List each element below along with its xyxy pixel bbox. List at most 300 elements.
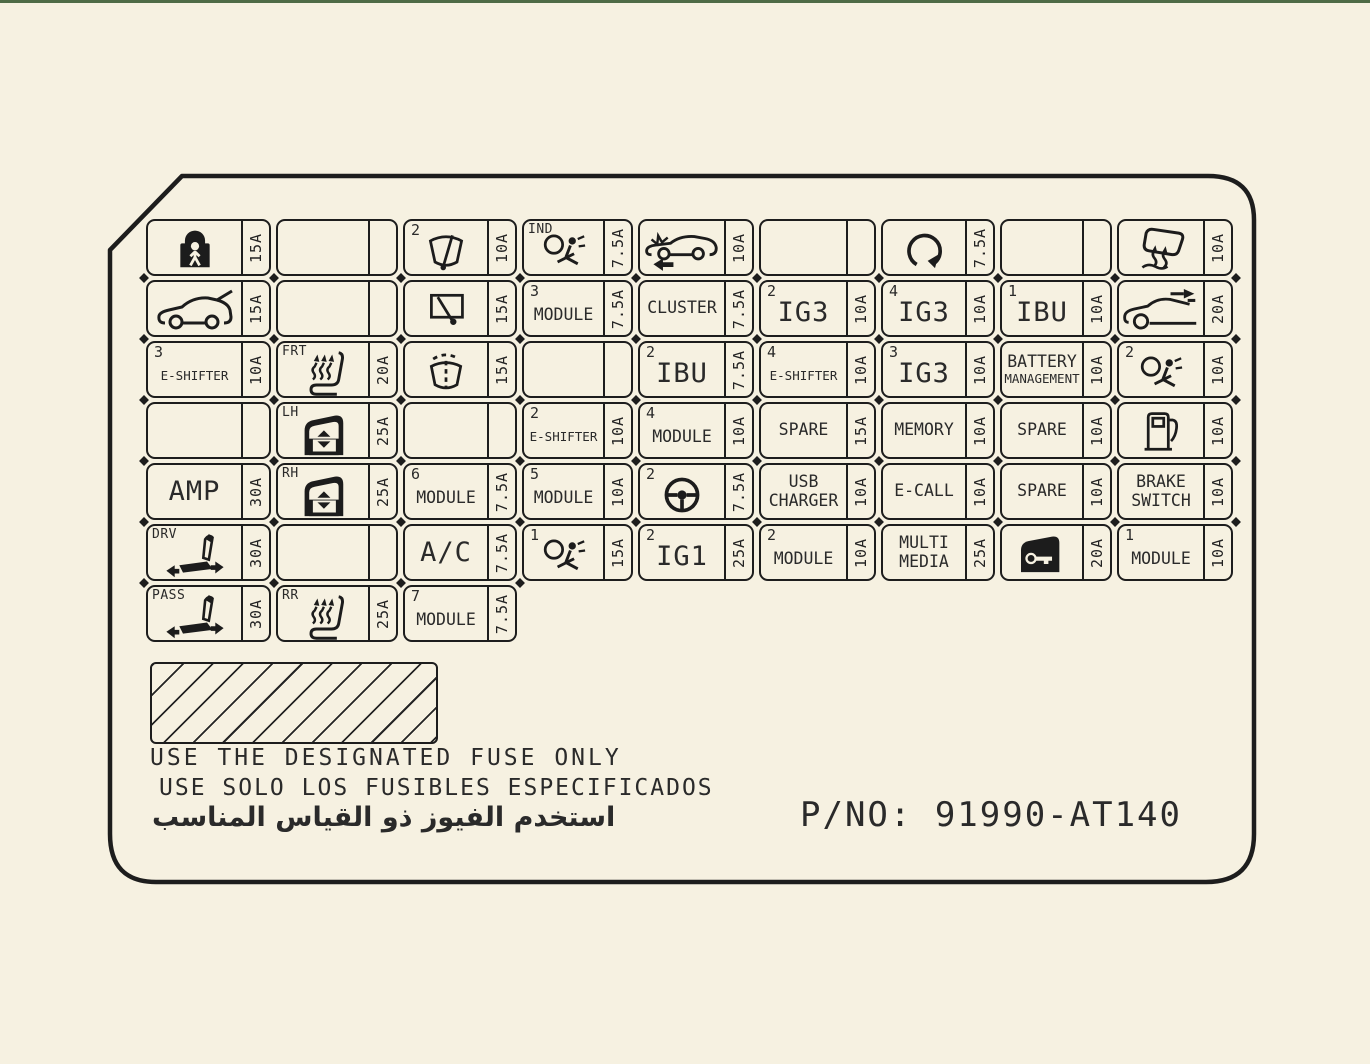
- fuse-label-area: [148, 526, 241, 579]
- amp-rating: 20A: [1088, 537, 1106, 568]
- fuse-name: MODULE: [652, 426, 712, 446]
- fuse-cell: [146, 402, 271, 459]
- fuse-name: IBU: [656, 358, 708, 389]
- junction-diamond: [396, 273, 406, 283]
- fuse-name: BATTERY MANAGEMENT: [1004, 351, 1080, 386]
- fuse-name: E-SHIFTER: [160, 367, 229, 383]
- amp-rating: 10A: [247, 354, 265, 385]
- amp-rating: 7.5A: [609, 227, 627, 268]
- fuse-cell: [1117, 463, 1233, 520]
- fuse-label-area: [883, 343, 965, 396]
- amp-strip: [846, 404, 874, 457]
- junction-diamond: [752, 273, 762, 283]
- fuse-name: MODULE: [1131, 548, 1191, 568]
- circuit-number: 2: [646, 465, 656, 483]
- fuse-label-area: [1002, 221, 1082, 274]
- fuse-cell: [403, 280, 517, 337]
- amp-rating: 10A: [1209, 537, 1227, 568]
- hatched-label-area: [150, 662, 438, 744]
- amp-strip: [1203, 526, 1231, 579]
- fuse-cell: [1117, 280, 1233, 337]
- amp-rating: 10A: [852, 354, 870, 385]
- fuse-label-area: [1002, 282, 1082, 335]
- fuse-label-area: [640, 465, 724, 518]
- amp-rating: 15A: [247, 232, 265, 263]
- junction-diamond: [396, 578, 406, 588]
- fuse-label-area: [278, 465, 368, 518]
- fuse-label-area: [148, 465, 241, 518]
- fuse-label-area: [148, 404, 241, 457]
- amp-strip: [724, 465, 752, 518]
- fuse-cell: [276, 280, 398, 337]
- amp-strip: [1082, 343, 1110, 396]
- fuse-name: MODULE: [773, 548, 834, 568]
- amp-rating: 25A: [971, 537, 989, 568]
- fuse-cell: [146, 524, 271, 581]
- junction-diamond: [1231, 334, 1241, 344]
- amp-strip: [603, 526, 631, 579]
- junction-diamond: [631, 456, 641, 466]
- amp-strip: [724, 282, 752, 335]
- fuse-label-area: [1119, 221, 1203, 274]
- junction-diamond: [631, 395, 641, 405]
- junction-diamond: [396, 395, 406, 405]
- circuit-number: 2: [1125, 343, 1135, 361]
- amp-rating: 7.5A: [971, 227, 989, 268]
- amp-strip: [965, 221, 993, 274]
- junction-diamond: [515, 578, 525, 588]
- fuse-label-area: [148, 282, 241, 335]
- fuse-label-area: [640, 526, 724, 579]
- amp-strip: [724, 221, 752, 274]
- amp-rating: 30A: [247, 598, 265, 629]
- corner-label: LH: [282, 405, 299, 420]
- fuse-cell: [881, 524, 995, 581]
- amp-rating: 10A: [1088, 415, 1106, 446]
- fuse-cell: [881, 280, 995, 337]
- junction-diamond: [269, 273, 279, 283]
- loop-arrow-icon: [902, 226, 946, 270]
- fuse-label-area: [405, 343, 487, 396]
- circuit-number: 2: [411, 221, 421, 239]
- amp-rating: 10A: [852, 293, 870, 324]
- amp-strip: [603, 404, 631, 457]
- fuse-label-area: [1119, 282, 1203, 335]
- junction-diamond: [515, 456, 525, 466]
- fuse-label-area: [405, 465, 487, 518]
- fuse-label-area: [278, 526, 368, 579]
- circuit-number: 2: [646, 526, 656, 544]
- junction-diamond: [139, 517, 149, 527]
- amp-strip: [487, 465, 515, 518]
- junction-diamond: [874, 395, 884, 405]
- fuse-cell: [522, 463, 633, 520]
- amp-strip: [1082, 282, 1110, 335]
- circuit-number: 1: [1125, 526, 1135, 544]
- junction-diamond: [269, 334, 279, 344]
- amp-rating: 7.5A: [730, 471, 748, 512]
- fuse-label-area: [278, 587, 368, 640]
- fuse-label-area: [148, 587, 241, 640]
- fuse-label-area: [405, 282, 487, 335]
- circuit-number: 3: [530, 282, 540, 300]
- circuit-number: 1: [530, 526, 540, 544]
- amp-rating: 7.5A: [493, 471, 511, 512]
- fuse-name: MODULE: [416, 609, 476, 629]
- fuse-name: MODULE: [533, 487, 594, 507]
- junction-diamond: [993, 334, 1003, 344]
- fuse-name: MODULE: [533, 304, 594, 324]
- fuse-cell: [276, 341, 398, 398]
- fuse-label-area: [1119, 465, 1203, 518]
- fuse-cell: [403, 219, 517, 276]
- corner-label: DRV: [152, 527, 177, 542]
- fuse-label-area: [148, 343, 241, 396]
- amp-strip: [487, 343, 515, 396]
- amp-strip: [241, 282, 269, 335]
- fuse-label-area: [883, 221, 965, 274]
- junction-diamond: [1231, 517, 1241, 527]
- amp-strip: [1082, 404, 1110, 457]
- fuse-label-area: [524, 221, 603, 274]
- amp-strip: [368, 282, 396, 335]
- tailgate-car-icon: [155, 287, 235, 331]
- fuse-cell: [1117, 341, 1233, 398]
- window-switch-icon: [299, 466, 347, 518]
- junction-diamond: [515, 517, 525, 527]
- fuse-label-area: [883, 465, 965, 518]
- amp-strip: [1203, 404, 1231, 457]
- amp-strip: [965, 465, 993, 518]
- amp-rating: 10A: [1088, 354, 1106, 385]
- fuse-name: IG1: [656, 541, 708, 572]
- fuse-cell: [522, 402, 633, 459]
- amp-strip: [368, 343, 396, 396]
- amp-strip: [368, 465, 396, 518]
- fuse-label-area: [278, 282, 368, 335]
- fuse-label-area: [524, 404, 603, 457]
- amp-rating: 15A: [493, 293, 511, 324]
- fuse-label-area: [1002, 404, 1082, 457]
- fuel-pump-icon: [1140, 409, 1182, 453]
- fuse-cell: [1000, 524, 1112, 581]
- fuse-label-area: [761, 404, 846, 457]
- junction-diamond: [139, 456, 149, 466]
- fuse-cell: [403, 463, 517, 520]
- belt-person-icon: [540, 528, 588, 578]
- junction-diamond: [1231, 273, 1241, 283]
- amp-strip: [603, 221, 631, 274]
- fuse-cell: [276, 585, 398, 642]
- amp-strip: [368, 587, 396, 640]
- fuse-name: MEMORY: [894, 420, 954, 440]
- circuit-number: 2: [530, 404, 540, 422]
- fuse-label-area: [278, 404, 368, 457]
- amp-strip: [965, 343, 993, 396]
- junction-diamond: [1110, 517, 1120, 527]
- fuse-label-area: [524, 343, 603, 396]
- amp-strip: [965, 404, 993, 457]
- amp-rating: 10A: [1088, 476, 1106, 507]
- car-exit-arrow-icon: [1121, 286, 1201, 332]
- fuse-label-area: [761, 221, 846, 274]
- junction-diamond: [1110, 395, 1120, 405]
- junction-diamond: [752, 334, 762, 344]
- junction-diamond: [874, 456, 884, 466]
- fuse-cell: [146, 219, 271, 276]
- fuse-label-area: [761, 526, 846, 579]
- fuse-cell: [638, 341, 754, 398]
- fuse-cell: [881, 219, 995, 276]
- fuse-cell: [1000, 280, 1112, 337]
- fuse-cell: [1000, 341, 1112, 398]
- fuse-cell: [522, 524, 633, 581]
- circuit-number: 6: [411, 465, 421, 483]
- fuse-cell: [881, 402, 995, 459]
- window-switch-icon: [299, 405, 347, 457]
- amp-rating: 7.5A: [609, 288, 627, 329]
- amp-strip: [241, 404, 269, 457]
- amp-rating: 7.5A: [730, 288, 748, 329]
- amp-rating: 7.5A: [493, 593, 511, 634]
- fuse-label-area: [1002, 465, 1082, 518]
- junction-diamond: [1110, 334, 1120, 344]
- heated-mirror-icon: [1135, 225, 1187, 271]
- fuse-label-area: [278, 221, 368, 274]
- junction-diamond: [269, 456, 279, 466]
- junction-diamond: [515, 334, 525, 344]
- fuse-label-area: [640, 343, 724, 396]
- amp-rating: 10A: [1209, 354, 1227, 385]
- fuse-cell: [403, 341, 517, 398]
- amp-strip: [724, 404, 752, 457]
- door-key-icon: [1017, 532, 1067, 574]
- junction-diamond: [396, 456, 406, 466]
- fuse-cell: [522, 280, 633, 337]
- amp-rating: 25A: [730, 537, 748, 568]
- fuse-label-area: [883, 404, 965, 457]
- fuse-cell: [638, 219, 754, 276]
- circuit-number: 2: [767, 282, 777, 300]
- fuse-cell: [881, 463, 995, 520]
- fuse-label-area: [1119, 404, 1203, 457]
- fuse-cell: [638, 463, 754, 520]
- amp-rating: 7.5A: [730, 349, 748, 390]
- fuse-cell: [759, 280, 876, 337]
- amp-strip: [241, 465, 269, 518]
- junction-diamond: [752, 517, 762, 527]
- fuse-name: IG3: [898, 358, 950, 389]
- fuse-cell: [146, 463, 271, 520]
- fuse-cell: [638, 280, 754, 337]
- washer-icon: [424, 347, 468, 393]
- fuse-cell: [1000, 402, 1112, 459]
- fuse-cell: [759, 402, 876, 459]
- fuse-cell: [1117, 524, 1233, 581]
- circuit-number: 4: [646, 404, 656, 422]
- junction-diamond: [1231, 395, 1241, 405]
- airbag-icon: [173, 225, 217, 271]
- fuse-label-area: [524, 282, 603, 335]
- fuse-cell: [881, 341, 995, 398]
- fuse-label-area: [405, 526, 487, 579]
- amp-rating: 10A: [609, 476, 627, 507]
- fuse-name: MULTI MEDIA: [899, 532, 949, 571]
- junction-diamond: [1110, 456, 1120, 466]
- circuit-number: 5: [530, 465, 540, 483]
- amp-strip: [603, 465, 631, 518]
- amp-rating: 15A: [852, 415, 870, 446]
- fuse-cell: [146, 280, 271, 337]
- corner-label: FRT: [282, 344, 307, 359]
- circuit-number: 2: [646, 343, 656, 361]
- amp-rating: 10A: [971, 415, 989, 446]
- amp-strip: [368, 221, 396, 274]
- fuse-cell: [759, 341, 876, 398]
- amp-strip: [487, 526, 515, 579]
- fuse-label-area: [761, 282, 846, 335]
- junction-diamond: [993, 517, 1003, 527]
- notice-spanish: USE SOLO LOS FUSIBLES ESPECIFICADOS: [159, 775, 714, 801]
- fuse-label-area: [1002, 526, 1082, 579]
- amp-rating: 25A: [374, 598, 392, 629]
- amp-strip: [846, 221, 874, 274]
- amp-strip: [1203, 343, 1231, 396]
- front-wiper-icon: [424, 222, 468, 274]
- fuse-label-area: [405, 221, 487, 274]
- fuse-label-area: [761, 343, 846, 396]
- circuit-number: 4: [767, 343, 777, 361]
- fuse-cell: [403, 585, 517, 642]
- amp-rating: 25A: [374, 415, 392, 446]
- amp-strip: [487, 587, 515, 640]
- amp-rating: 10A: [852, 476, 870, 507]
- fuse-name: SPARE: [778, 420, 829, 440]
- amp-rating: 30A: [247, 476, 265, 507]
- fuse-name: CLUSTER: [647, 298, 717, 318]
- amp-strip: [487, 404, 515, 457]
- junction-diamond: [631, 334, 641, 344]
- amp-strip: [1082, 526, 1110, 579]
- circuit-number: 1: [1008, 282, 1018, 300]
- fuse-name: AMP: [168, 476, 221, 507]
- amp-strip: [1203, 221, 1231, 274]
- fuse-cell: [522, 341, 633, 398]
- fuse-cell: [403, 402, 517, 459]
- fuse-label-area: [1119, 343, 1203, 396]
- junction-diamond: [269, 578, 279, 588]
- fuse-cell: [759, 463, 876, 520]
- amp-strip: [603, 343, 631, 396]
- amp-rating: 10A: [1209, 232, 1227, 263]
- rear-wiper-icon: [424, 288, 468, 330]
- fuse-name: MODULE: [416, 487, 476, 507]
- junction-diamond: [139, 334, 149, 344]
- fuse-cell: [1117, 402, 1233, 459]
- corner-label: RR: [282, 588, 299, 603]
- amp-strip: [1203, 282, 1231, 335]
- junction-diamond: [993, 456, 1003, 466]
- junction-diamond: [874, 517, 884, 527]
- circuit-number: 4: [889, 282, 899, 300]
- fuse-label-area: [405, 587, 487, 640]
- fuse-label-area: [1119, 526, 1203, 579]
- fuse-name: SPARE: [1017, 481, 1067, 501]
- amp-strip: [241, 343, 269, 396]
- fuse-cell: [1117, 219, 1233, 276]
- amp-strip: [241, 221, 269, 274]
- fuse-name: IG3: [777, 297, 830, 328]
- amp-strip: [846, 526, 874, 579]
- amp-rating: 10A: [493, 232, 511, 263]
- fuse-cell: [638, 524, 754, 581]
- amp-rating: 10A: [730, 232, 748, 263]
- amp-rating: 30A: [247, 537, 265, 568]
- fuse-cell: [276, 524, 398, 581]
- amp-rating: 20A: [374, 354, 392, 385]
- amp-rating: 10A: [1209, 415, 1227, 446]
- corner-label: PASS: [152, 588, 186, 603]
- amp-rating: 15A: [493, 354, 511, 385]
- amp-strip: [965, 526, 993, 579]
- fuse-label-area: [405, 404, 487, 457]
- notice-arabic: استخدم الفيوز ذو القياس المناسب: [152, 802, 616, 833]
- amp-rating: 15A: [247, 293, 265, 324]
- amp-strip: [603, 282, 631, 335]
- junction-diamond: [993, 273, 1003, 283]
- fuse-name: A/C: [420, 537, 472, 568]
- amp-rating: 10A: [971, 293, 989, 324]
- amp-strip: [1082, 465, 1110, 518]
- fuse-label-area: [1002, 343, 1082, 396]
- heated-seat-icon: [299, 587, 347, 640]
- corner-label: IND: [528, 222, 553, 237]
- fuse-name: E-SHIFTER: [769, 367, 838, 383]
- amp-rating: 10A: [971, 476, 989, 507]
- amp-strip: [965, 282, 993, 335]
- circuit-number: 2: [767, 526, 777, 544]
- junction-diamond: [139, 578, 149, 588]
- steering-wheel-icon: [660, 467, 704, 517]
- amp-strip: [241, 526, 269, 579]
- fuse-cell: [146, 585, 271, 642]
- amp-strip: [487, 282, 515, 335]
- fuse-label-area: [640, 404, 724, 457]
- corner-label: RH: [282, 466, 299, 481]
- junction-diamond: [515, 395, 525, 405]
- fuse-cell: [276, 463, 398, 520]
- circuit-number: 7: [411, 587, 421, 605]
- fuse-cell: [1000, 463, 1112, 520]
- amp-rating: 25A: [374, 476, 392, 507]
- amp-rating: 10A: [730, 415, 748, 446]
- fuse-cell: [638, 402, 754, 459]
- part-number: P/NO: 91990-AT140: [800, 795, 1182, 835]
- amp-strip: [241, 587, 269, 640]
- junction-diamond: [396, 517, 406, 527]
- fuse-name: IG3: [898, 297, 950, 328]
- fuse-name: BRAKE SWITCH: [1131, 471, 1191, 510]
- junction-diamond: [139, 395, 149, 405]
- amp-rating: 10A: [852, 537, 870, 568]
- fuse-cell: [403, 524, 517, 581]
- fuse-label-area: [640, 282, 724, 335]
- amp-strip: [846, 282, 874, 335]
- junction-diamond: [1231, 456, 1241, 466]
- circuit-number: 3: [154, 343, 164, 361]
- amp-rating: 10A: [1209, 476, 1227, 507]
- amp-rating: 10A: [971, 354, 989, 385]
